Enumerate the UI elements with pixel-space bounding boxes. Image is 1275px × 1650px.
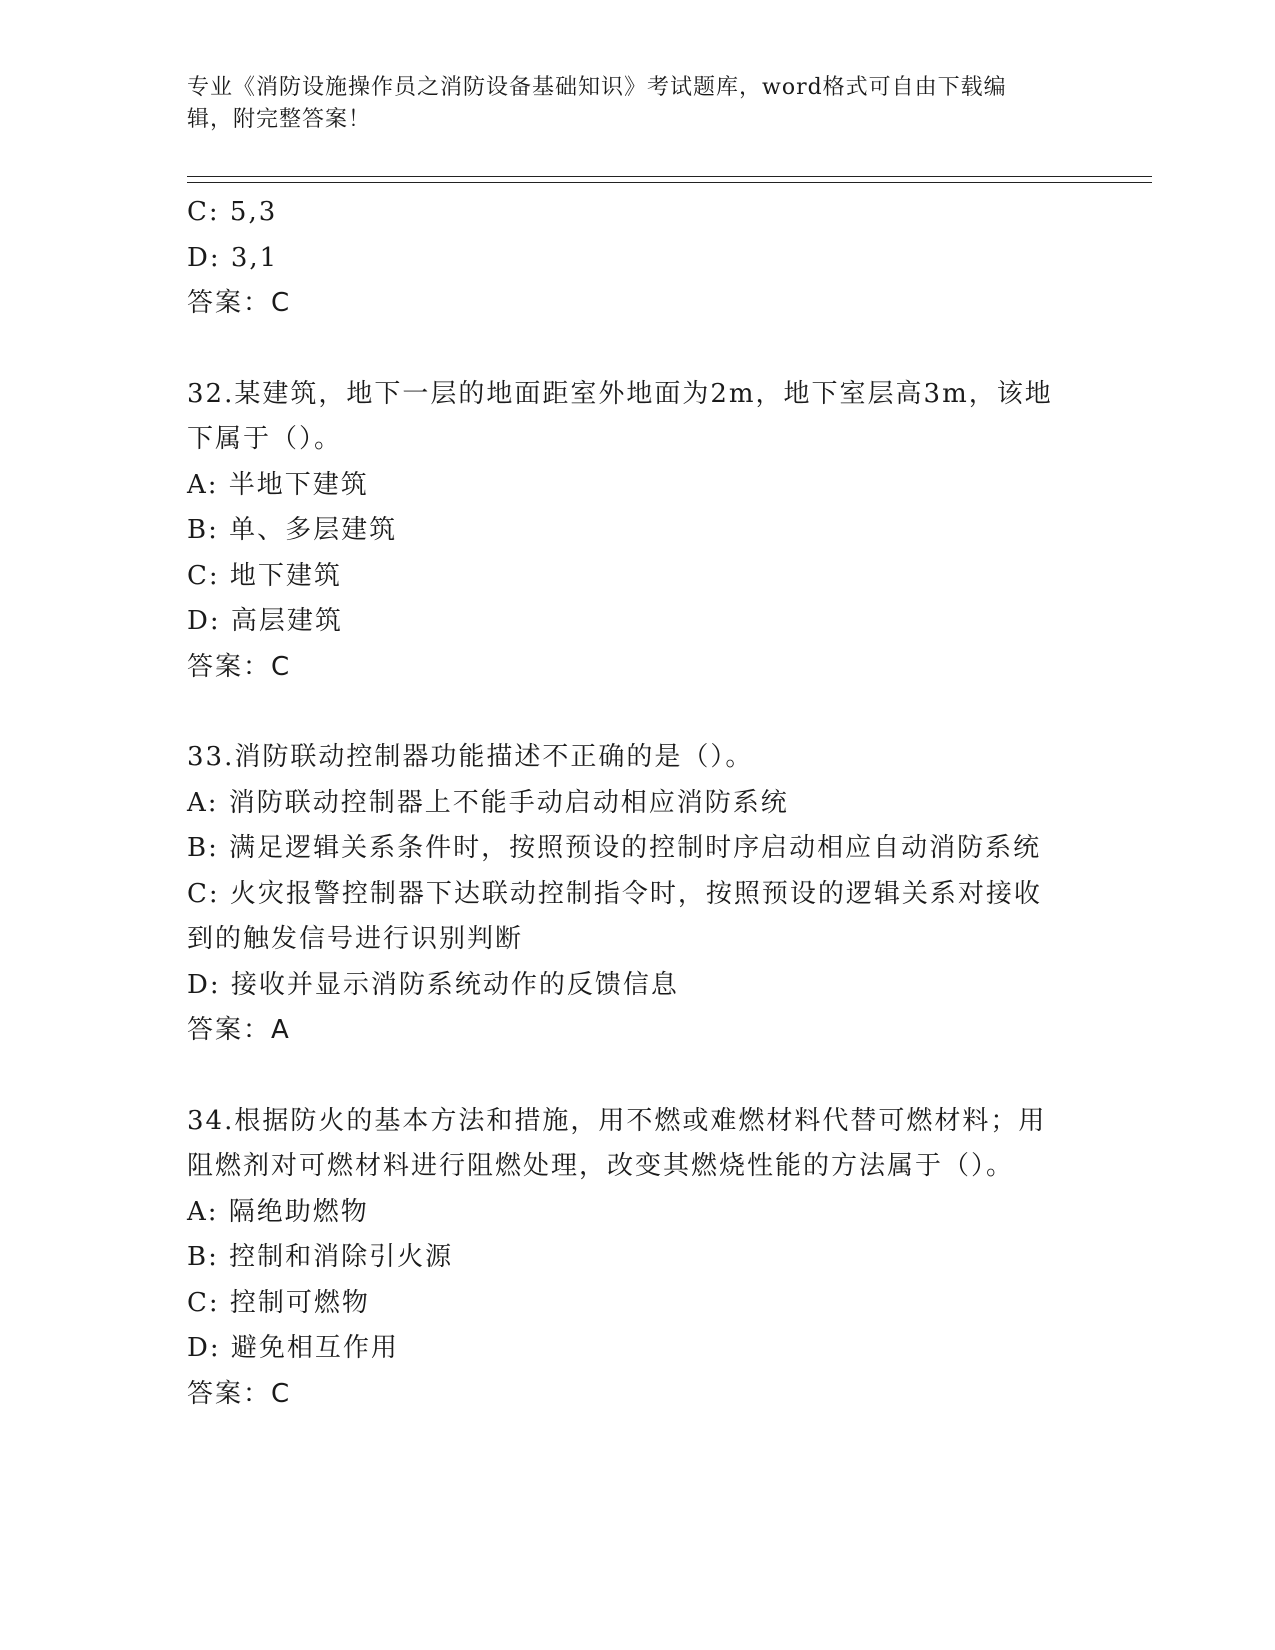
header-line-1: 专业《消防设施操作员之消防设备基础知识》考试题库，word格式可自由下载编 [187,75,1007,100]
answer-label: 答案：A [187,1015,291,1045]
question-stem-line: 33.消防联动控制器功能描述不正确的是（）。 [187,742,754,772]
option-a: A: 隔绝助燃物 [187,1196,369,1227]
option-d: D: 避免相互作用 [187,1333,399,1363]
option-c-line: C: 火灾报警控制器下达联动控制指令时，按照预设的逻辑关系对接收 [187,878,1042,909]
header-divider-top [187,176,1152,177]
option-d: D: 接收并显示消防系统动作的反馈信息 [187,969,679,1000]
header-line-2: 辑，附完整答案！ [187,107,372,132]
option-d: D: 高层建筑 [187,606,343,636]
question-33 [187,735,1087,1054]
question-31-tail [187,190,1087,327]
document-body [187,190,1087,1417]
question-stem-line: 32.某建筑，地下一层的地面距室外地面为2m，地下室层高3m，该地 [187,378,1053,409]
answer-label: 答案：C [187,651,292,682]
option-a: A: 半地下建筑 [187,469,369,500]
question-stem-line: 阻燃剂对可燃材料进行阻燃处理，改变其燃烧性能的方法属于（）。 [187,1151,1015,1181]
answer-label: 答案：C [187,1378,292,1409]
header-divider-bottom [187,182,1152,183]
option-a: A: 消防联动控制器上不能手动启动相应消防系统 [187,787,789,818]
document-header [187,72,1087,136]
option-c: C: 5,3 [187,197,278,227]
option-d: D: 3,1 [187,242,279,273]
question-stem-line: 下属于（）。 [187,424,343,454]
question-stem-line: 34.根据防火的基本方法和措施，用不燃或难燃材料代替可燃材料；用 [187,1105,1047,1136]
option-c: C: 地下建筑 [187,560,342,591]
option-b: B: 单、多层建筑 [187,515,398,545]
option-b: B: 控制和消除引火源 [187,1242,454,1272]
question-32 [187,372,1087,691]
question-34 [187,1099,1087,1418]
option-c: C: 控制可燃物 [187,1287,370,1318]
option-b: B: 满足逻辑关系条件时，按照预设的控制时序启动相应自动消防系统 [187,833,1042,863]
option-c-line: 到的触发信号进行识别判断 [187,924,524,954]
answer-label: 答案：C [187,288,292,318]
